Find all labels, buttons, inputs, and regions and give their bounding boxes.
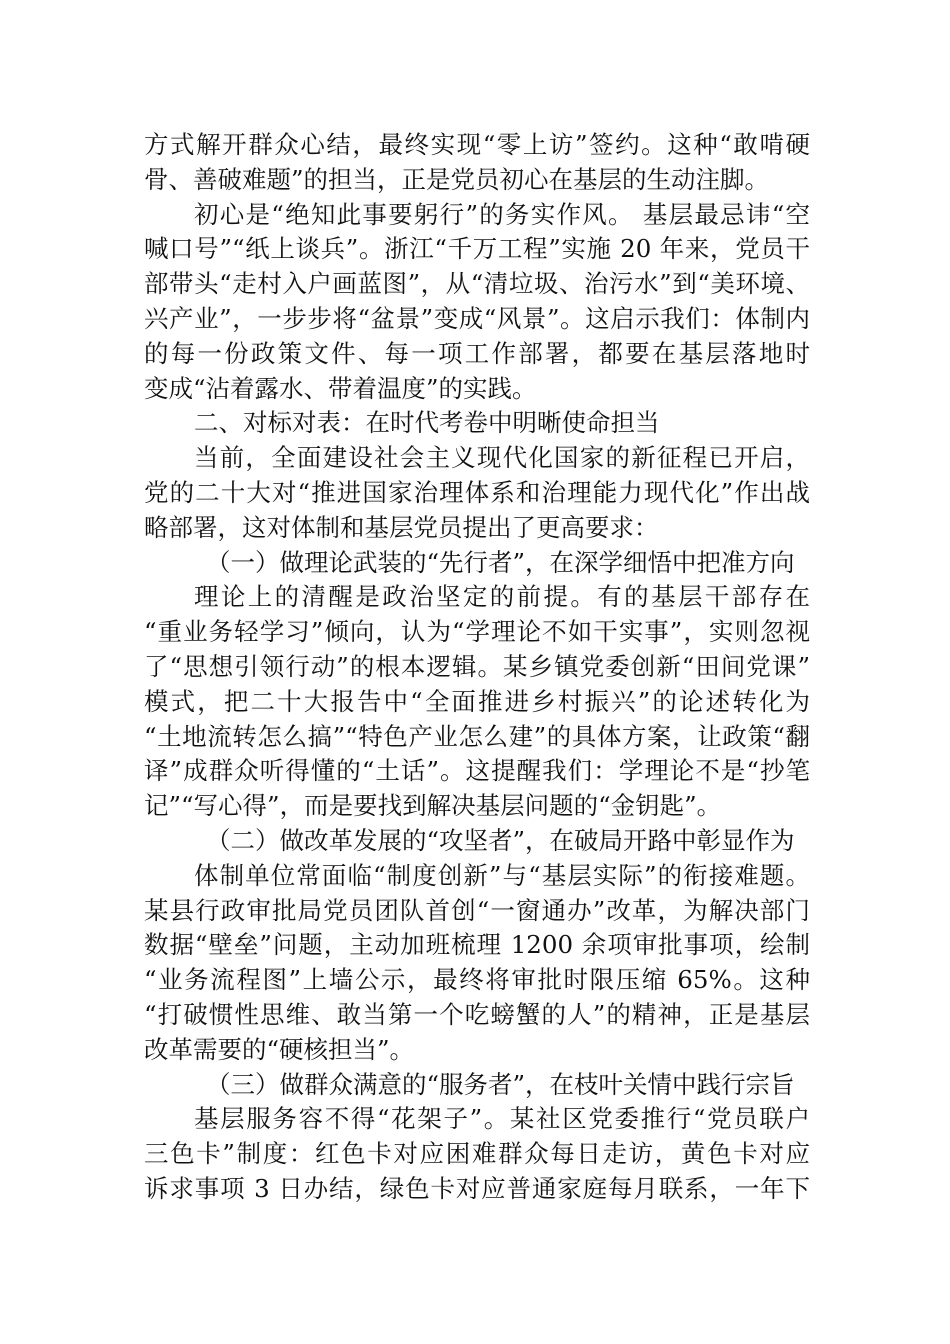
text-line: 译”成群众听得懂的“土话”。这提醒我们：学理论不是“抄笔 bbox=[144, 756, 810, 786]
text-line: 诉求事项 3 日办结，绿色卡对应普通家庭每月联系，一年下 bbox=[144, 1173, 810, 1203]
text-line: 改革需要的“硬核担当”。 bbox=[144, 1034, 415, 1064]
text-line: 部带头“走村入户画蓝图”，从“清垃圾、治污水”到“美环境、 bbox=[144, 269, 810, 299]
text-line: 数据“壁垒”问题，主动加班梳理 1200 余项审批事项，绘制 bbox=[144, 930, 810, 960]
text-line: 模式，把二十大报告中“全面推进乡村振兴”的论述转化为 bbox=[144, 686, 810, 716]
text-line: 变成“沾着露水、带着温度”的实践。 bbox=[144, 373, 537, 403]
text-line: “土地流转怎么搞”“特色产业怎么建”的具体方案，让政策“翻 bbox=[144, 721, 810, 751]
text-line: 基层服务容不得“花架子”。某社区党委推行“党员联户 bbox=[194, 1104, 810, 1134]
text-line: 三色卡”制度：红色卡对应困难群众每日走访，黄色卡对应 bbox=[144, 1139, 810, 1169]
text-line: 的每一份政策文件、每一项工作部署，都要在基层落地时 bbox=[144, 338, 810, 368]
text-line: 略部署，这对体制和基层党员提出了更高要求： bbox=[144, 512, 659, 542]
text-line: 理论上的清醒是政治坚定的前提。有的基层干部存在 bbox=[194, 582, 810, 612]
text-line: 体制单位常面临“制度创新”与“基层实际”的衔接难题。 bbox=[194, 860, 810, 890]
text-line: 记”“写心得”，而是要找到解决基层问题的“金钥匙”。 bbox=[144, 791, 722, 821]
text-line: 喊口号”“纸上谈兵”。浙江“千万工程”实施 20 年来，党员干 bbox=[144, 234, 810, 264]
text-line: “业务流程图”上墙公示，最终将审批时限压缩 65%。这种 bbox=[144, 965, 810, 995]
section-heading: 二、对标对表：在时代考卷中明晰使命担当 bbox=[194, 408, 660, 438]
subsection-heading: （二）做改革发展的“攻坚者”，在破局开路中彰显作为 bbox=[206, 825, 795, 855]
subsection-heading: （一）做理论武装的“先行者”，在深学细悟中把准方向 bbox=[206, 547, 795, 577]
text-line: 方式解开群众心结，最终实现“零上访”签约。这种“敢啃硬 bbox=[144, 130, 810, 159]
subsection-heading: （三）做群众满意的“服务者”，在枝叶关情中践行宗旨 bbox=[206, 1069, 795, 1099]
text-line: 兴产业”，一步步将“盆景”变成“风景”。这启示我们：体制内 bbox=[144, 303, 810, 333]
text-line: 当前，全面建设社会主义现代化国家的新征程已开启， bbox=[194, 443, 810, 473]
text-line: 某县行政审批局党员团队首创“一窗通办”改革，为解决部门 bbox=[144, 895, 810, 925]
text-line: 党的二十大对“推进国家治理体系和治理能力现代化”作出战 bbox=[144, 477, 810, 507]
text-line: “重业务轻学习”倾向，认为“学理论不如干实事”，实则忽视 bbox=[144, 617, 810, 647]
text-line: 了“思想引领行动”的根本逻辑。某乡镇党委创新“田间党课” bbox=[144, 651, 810, 681]
text-line: 骨、善破难题”的担当，正是党员初心在基层的生动注脚。 bbox=[144, 164, 770, 194]
document-page bbox=[144, 128, 810, 1207]
text-line: 初心是“绝知此事要躬行”的务实作风。 基层最忌讳“空 bbox=[194, 199, 810, 229]
text-line: “打破惯性思维、敢当第一个吃螃蟹的人”的精神，正是基层 bbox=[144, 999, 810, 1029]
